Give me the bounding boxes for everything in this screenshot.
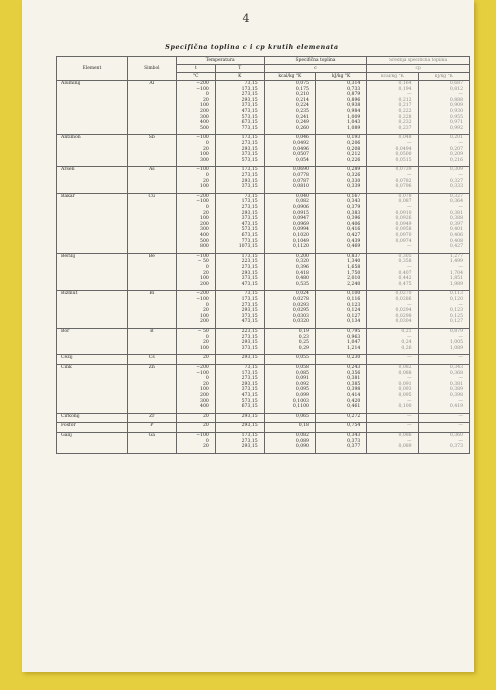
table-row [57, 253, 470, 291]
cp-kj-cell: 0,879 — 1,005 1,089 [418, 328, 469, 354]
c-kj-cell: 0,289 0,326 0,330 0,339 [315, 167, 366, 193]
kelvin-cell: 73,15 173,15 273,15 293,15 373,15 473,15 573,15 673,15 773,15 1073,15 [215, 193, 264, 253]
symbol-cell: Cu [127, 193, 176, 253]
c-kj-cell: 0,243 0,356 0,381 0,385 0,398 0,414 0,420 0,461 [315, 364, 366, 413]
cp-kcal-cell: 0,305 0,358 — 0,407 0,442 0,475 [367, 253, 418, 291]
kelvin-cell: 293,15 [215, 355, 264, 365]
c-kj-cell: 0,193 0,206 0,208 0,212 0,226 [315, 135, 366, 167]
celsius-cell: −100 0 20 100 300 [176, 135, 215, 167]
cp-kcal-cell: 0,164 0,194 — 0,212 0,217 0,222 0,228 0,232 0,237 [367, 81, 418, 135]
c-kcal-cell: 0,19 0,23 0,25 0,29 [264, 328, 315, 354]
symbol-cell: Ga [127, 432, 176, 453]
table-row [57, 328, 470, 354]
c-kcal-cell: 0,065 [264, 413, 315, 423]
header-cp-unit-kj: kJ/kg °K [418, 73, 469, 81]
table-row [57, 355, 470, 365]
symbol-cell: Bi [127, 291, 176, 329]
kelvin-cell: 73,15 173,15 273,15 293,15 373,15 473,15 [215, 291, 264, 329]
c-kcal-cell: 0,082 0,089 0,090 [264, 432, 315, 453]
element-cell: Fosfor [57, 423, 128, 433]
cp-kj-cell: — [418, 413, 469, 423]
symbol-cell: Al [127, 81, 176, 135]
cp-kcal-cell: — [367, 413, 418, 423]
celsius-cell: −200 −100 0 20 100 200 300 400 500 800 [176, 193, 215, 253]
celsius-cell: − 50 0 20 100 [176, 328, 215, 354]
cp-kcal-cell: 0,0739 — 0,0782 0,0796 [367, 167, 418, 193]
book-page [22, 0, 474, 672]
element-cell: Bor [57, 328, 128, 354]
cp-kcal-cell: 0,078 0,087 — 0,0910 0,0926 0,0949 0,0958 0,0970 0,0974 — [367, 193, 418, 253]
c-kj-cell: 0,795 0,963 1,047 1,214 [315, 328, 366, 354]
c-kcal-cell: 0,18 [264, 423, 315, 433]
cp-kcal-cell: 0,086 — 0,089 [367, 432, 418, 453]
header-mean-specific-heat: Srednja specifična toplina [367, 57, 470, 65]
header-temperature: Temperatura [176, 57, 264, 65]
symbol-cell: Zn [127, 364, 176, 413]
table-title: Specifična toplina c i cp krutih elemenata [165, 44, 339, 51]
c-kj-cell: 0,314 0,733 0,879 0,896 0,938 0,984 1,009 1,043 1,089 [315, 81, 366, 135]
c-kcal-cell: 0,055 [264, 355, 315, 365]
cp-kcal-cell: 0,048 — 0,0494 0,0500 0,0515 [367, 135, 418, 167]
cp-kj-cell: — [418, 423, 469, 433]
header-cp-unit-kcal: kcal/kg °K [367, 73, 418, 81]
element-cell: Bakar [57, 193, 128, 253]
c-kcal-cell: 0,040 0,082 0,0906 0,0915 0,0947 0,0969 0,0994 0,1020 0,1049 0,1120 [264, 193, 315, 253]
table-row [57, 135, 470, 167]
kelvin-cell: 293,15 [215, 413, 264, 423]
element-cell: Antimon [57, 135, 128, 167]
c-kj-cell: 0,343 0,373 0,377 [315, 432, 366, 453]
cp-kj-cell: 0,327 0,364 — 0,381 0,388 0,397 0,401 0,406 0,408 0,427 [418, 193, 469, 253]
header-T-unit: K [215, 73, 264, 81]
symbol-cell: As [127, 167, 176, 193]
cp-kj-cell: 0,343 0,368 — 0,381 0,389 0,398 — 0,419 [418, 364, 469, 413]
element-cell: Arsen [57, 167, 128, 193]
cp-kj-cell: — [418, 355, 469, 365]
symbol-cell: Zr [127, 413, 176, 423]
element-cell: Galij [57, 432, 128, 453]
cp-kcal-cell: — [367, 423, 418, 433]
kelvin-cell: 293,15 [215, 423, 264, 433]
c-kj-cell: 0,100 0,116 0,123 0,124 0,127 0,134 [315, 291, 366, 329]
c-kj-cell: 0,167 0,343 0,379 0,383 0,396 0,406 0,416 0,427 0,439 0,469 [315, 193, 366, 253]
symbol-cell: Cs [127, 355, 176, 365]
kelvin-cell: 173,15 273,15 293,15 373,15 [215, 167, 264, 193]
cp-kcal-cell: 0,21 — 0,24 0,26 [367, 328, 418, 354]
header-specific-heat: Specifična toplina [264, 57, 367, 65]
symbol-cell: P [127, 423, 176, 433]
cp-kj-cell: 0,113 0,120 — 0,123 0,125 0,127 [418, 291, 469, 329]
header-t: t [176, 65, 215, 73]
header-element: Element [57, 57, 128, 81]
cp-kcal-cell: 0,0270 0,0286 — 0,0294 0,0298 0,0304 [367, 291, 418, 329]
table-row [57, 81, 470, 135]
celsius-cell: −100 0 20 100 [176, 167, 215, 193]
c-kcal-cell: 0,075 0,175 0,210 0,214 0,224 0,235 0,241 0,249 0,260 [264, 81, 315, 135]
kelvin-cell: 73,15 173,15 273,15 293,15 373,15 473,15 573,15 673,15 [215, 364, 264, 413]
cp-kj-cell: 0,687 0,812 — 0,888 0,909 0,930 0,955 0,971 0,992 [418, 81, 469, 135]
symbol-cell: Be [127, 253, 176, 291]
celsius-cell: −200 −100 0 20 100 200 300 400 [176, 364, 215, 413]
celsius-cell: 20 [176, 423, 215, 433]
header-c-unit-kj: kJ/kg °K [315, 73, 366, 81]
kelvin-cell: 73,15 173,15 273,15 293,15 373,15 473,15 573,15 673,15 773,15 [215, 81, 264, 135]
header-t-unit: °C [176, 73, 215, 81]
element-cell: Cirkonij [57, 413, 128, 423]
table-row [57, 167, 470, 193]
celsius-cell: −200 −100 0 20 100 200 [176, 291, 215, 329]
element-cell: Aluminij [57, 81, 128, 135]
c-kcal-cell: 0,024 0,0278 0,0293 0,0295 0,0303 0,0320 [264, 291, 315, 329]
cp-kcal-cell: — [367, 355, 418, 365]
c-kcal-cell: 0,058 0,085 0,091 0,092 0,095 0,099 0,1003 0,1100 [264, 364, 315, 413]
table-row [57, 291, 470, 329]
c-kcal-cell: 0,046 0,0492 0,0496 0,0507 0,054 [264, 135, 315, 167]
c-kj-cell: 0,230 [315, 355, 366, 365]
kelvin-cell: 223,15 273,15 293,15 373,15 [215, 328, 264, 354]
element-cell: Cezij [57, 355, 128, 365]
celsius-cell: −100 0 20 [176, 432, 215, 453]
c-kcal-cell: 0,0690 0,0778 0,0787 0,0810 [264, 167, 315, 193]
header-symbol: Simbol [127, 57, 176, 81]
cp-kj-cell: 0,201 — 0,207 0,209 0,216 [418, 135, 469, 167]
symbol-cell: Sb [127, 135, 176, 167]
header-c: c [264, 65, 367, 73]
cp-kj-cell: 1,277 1,499 — 1,704 1,851 1,989 [418, 253, 469, 291]
celsius-cell: −100 − 50 0 20 100 200 [176, 253, 215, 291]
c-kj-cell: 0,754 [315, 423, 366, 433]
c-kj-cell: 0,272 [315, 413, 366, 423]
table-body [57, 81, 470, 454]
element-cell: Cink [57, 364, 128, 413]
cp-kcal-cell: 0,082 0,088 — 0,091 0,093 0,095 — 0,100 [367, 364, 418, 413]
celsius-cell: −200 −100 0 20 100 200 300 400 500 [176, 81, 215, 135]
cp-kj-cell: 0,360 — 0,373 [418, 432, 469, 453]
c-kj-cell: 0,837 1,340 1,658 1,750 2,010 2,240 [315, 253, 366, 291]
cp-kj-cell: 0,309 — 0,327 0,333 [418, 167, 469, 193]
page-number: 4 [242, 12, 250, 25]
header-T: T [215, 65, 264, 73]
kelvin-cell: 173,15 273,15 293,15 373,15 573,15 [215, 135, 264, 167]
header-c-unit-kcal: kcal/kg °K [264, 73, 315, 81]
symbol-cell: B [127, 328, 176, 354]
specific-heat-table [56, 56, 470, 454]
c-kcal-cell: 0,200 0,320 0,396 0,418 0,480 0,535 [264, 253, 315, 291]
element-cell: Bizmut [57, 291, 128, 329]
celsius-cell: 20 [176, 355, 215, 365]
celsius-cell: 20 [176, 413, 215, 423]
table-row [57, 432, 470, 453]
header-cp: cp [367, 65, 470, 73]
table-row [57, 364, 470, 413]
element-cell: Berilij [57, 253, 128, 291]
table-row [57, 413, 470, 423]
kelvin-cell: 173,15 223,15 273,15 293,15 373,15 473,15 [215, 253, 264, 291]
table-row [57, 193, 470, 253]
kelvin-cell: 173,15 273,15 293,15 [215, 432, 264, 453]
table-row [57, 423, 470, 433]
